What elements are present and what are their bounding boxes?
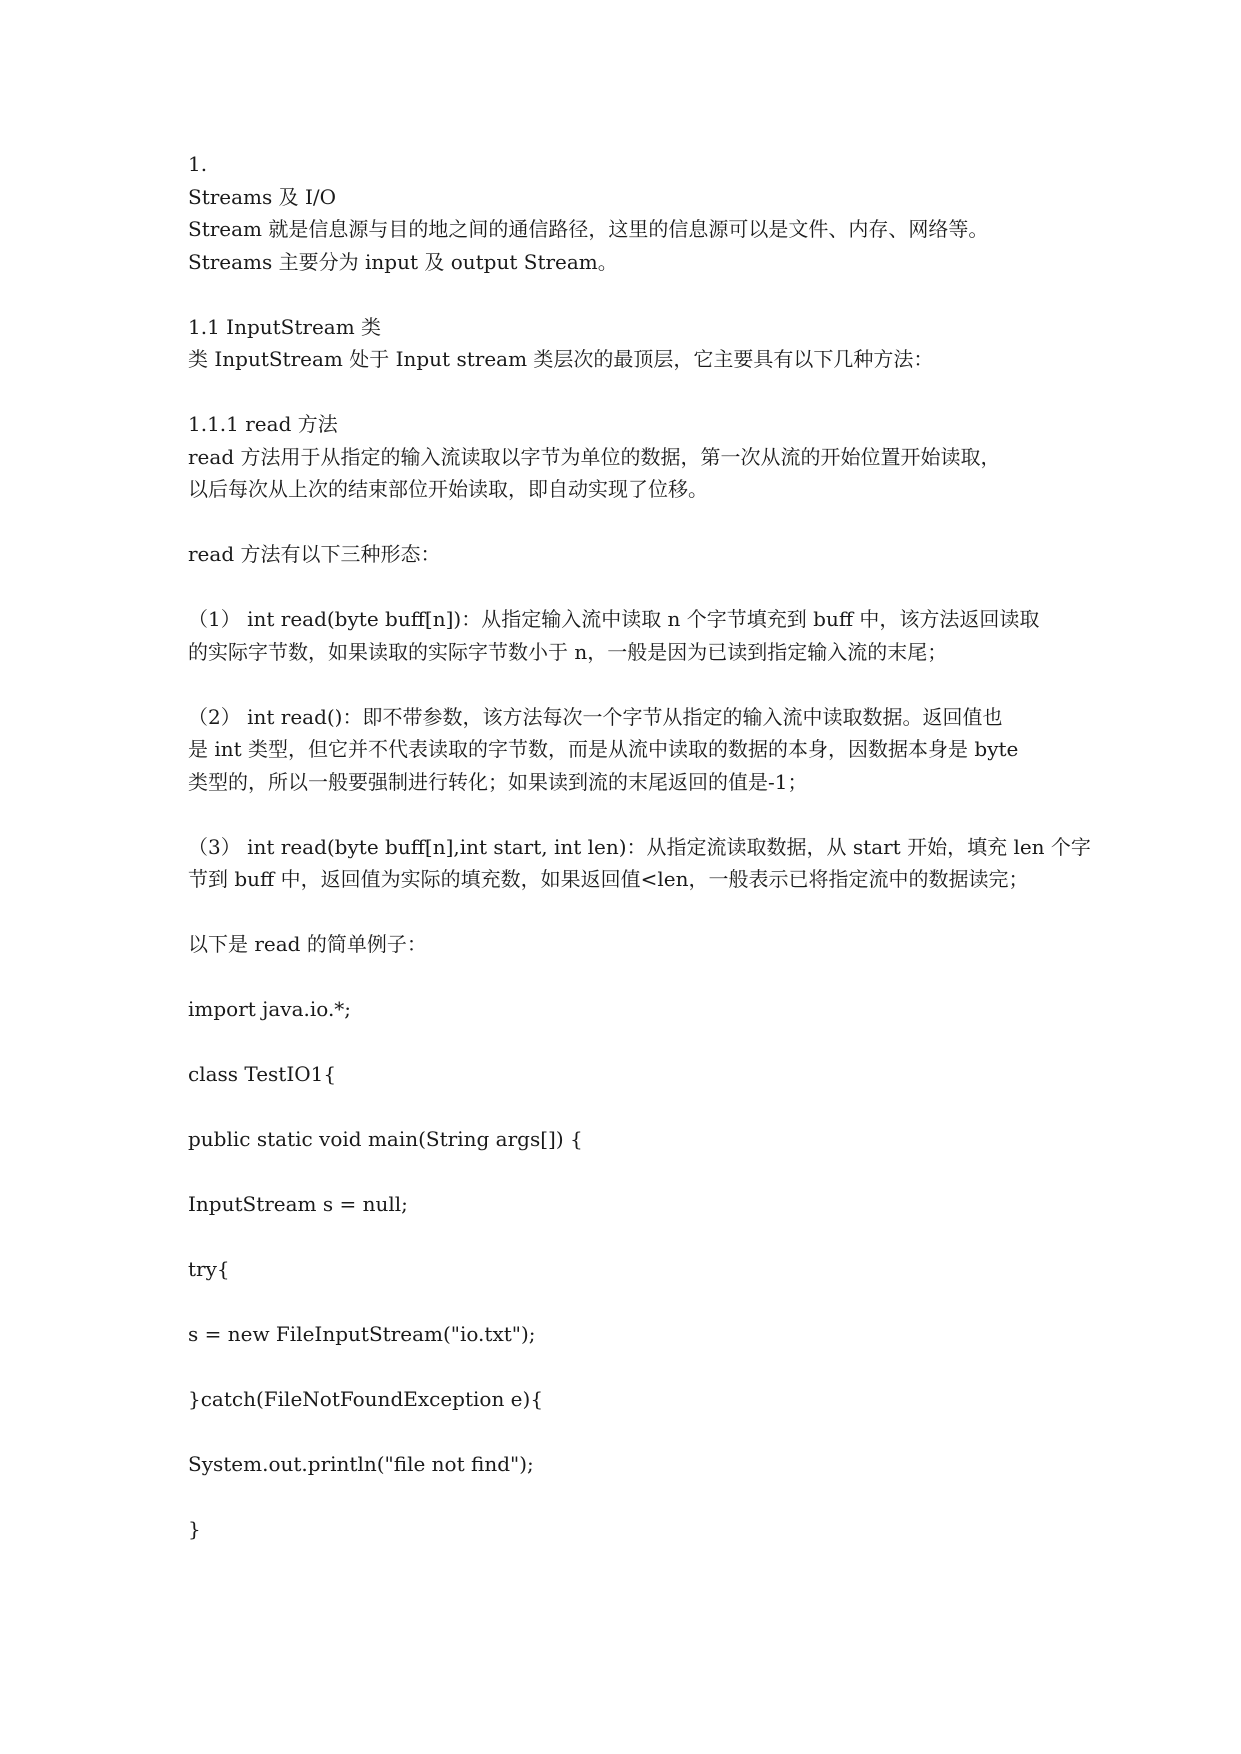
blank-line	[188, 1221, 1068, 1254]
list-item-line: （1） int read(byte buff[n])：从指定输入流中读取 n 个字节填充到 buff 中，该方法返回读取	[188, 607, 1040, 631]
section-title: Streams 及 I/O	[188, 184, 337, 209]
blank-line	[188, 896, 1068, 929]
code-line: s = new FileInputStream("io.txt");	[188, 1322, 536, 1346]
blank-line	[188, 1351, 1068, 1384]
paragraph-line: 类 InputStream 处于 Input stream 类层次的最顶层，它主要具有以下几种方法：	[188, 347, 934, 371]
blank-line	[188, 1156, 1068, 1189]
subsection-title: 1.1 InputStream 类	[188, 314, 382, 339]
document-body	[188, 148, 1091, 1546]
section-number: 1.	[188, 152, 208, 176]
subsubsection-title: 1.1.1 read 方法	[188, 412, 338, 436]
blank-line	[188, 278, 1068, 311]
blank-line	[188, 506, 1068, 539]
paragraph-line: Stream 就是信息源与目的地之间的通信路径，这里的信息源可以是文件、内存、网络等。	[188, 217, 989, 241]
code-line: try{	[188, 1257, 230, 1281]
blank-line	[188, 571, 1068, 604]
paragraph-line: 以下是 read 的简单例子：	[188, 932, 427, 956]
blank-line	[188, 1026, 1068, 1059]
list-item-line: （2） int read()：即不带参数，该方法每次一个字节从指定的输入流中读取数据。返回值也	[188, 704, 1003, 729]
paragraph-line: read 方法用于从指定的输入流读取以字节为单位的数据，第一次从流的开始位置开始读取，	[188, 444, 1001, 469]
list-item-line: 的实际字节数，如果读取的实际字节数小于 n，一般是因为已读到指定输入流的末尾；	[188, 639, 948, 664]
code-line: InputStream s = null;	[188, 1192, 408, 1216]
code-line: }catch(FileNotFoundException e){	[188, 1387, 544, 1411]
code-line: System.out.println("file not find");	[188, 1452, 534, 1476]
code-line: }	[188, 1517, 201, 1541]
list-item-line: 类型的，所以一般要强制进行转化；如果读到流的末尾返回的值是-1；	[188, 769, 808, 794]
list-item-line: 节到 buff 中，返回值为实际的填充数，如果返回值<len，一般表示已将指定流中的数据读完；	[188, 867, 1029, 891]
blank-line	[188, 1091, 1068, 1124]
paragraph-line: read 方法有以下三种形态：	[188, 542, 441, 566]
code-line: class TestIO1{	[188, 1062, 337, 1086]
blank-line	[188, 1416, 1068, 1449]
blank-line	[188, 1481, 1068, 1514]
blank-line	[188, 668, 1068, 701]
code-line: public static void main(String args[]) {	[188, 1127, 583, 1151]
blank-line	[188, 376, 1068, 409]
paragraph-line: 以后每次从上次的结束部位开始读取，即自动实现了位移。	[188, 477, 708, 501]
paragraph-line: Streams 主要分为 input 及 output Stream。	[188, 249, 618, 274]
blank-line	[188, 1286, 1068, 1319]
list-item-line: （3） int read(byte buff[n],int start, int len)：从指定流读取数据，从 start 开始，填充 len 个字	[188, 834, 1091, 859]
blank-line	[188, 961, 1068, 994]
list-item-line: 是 int 类型，但它并不代表读取的字节数，而是从流中读取的数据的本身，因数据本身是 byte	[188, 737, 1019, 761]
blank-line	[188, 798, 1068, 831]
code-line: import java.io.*;	[188, 997, 352, 1021]
